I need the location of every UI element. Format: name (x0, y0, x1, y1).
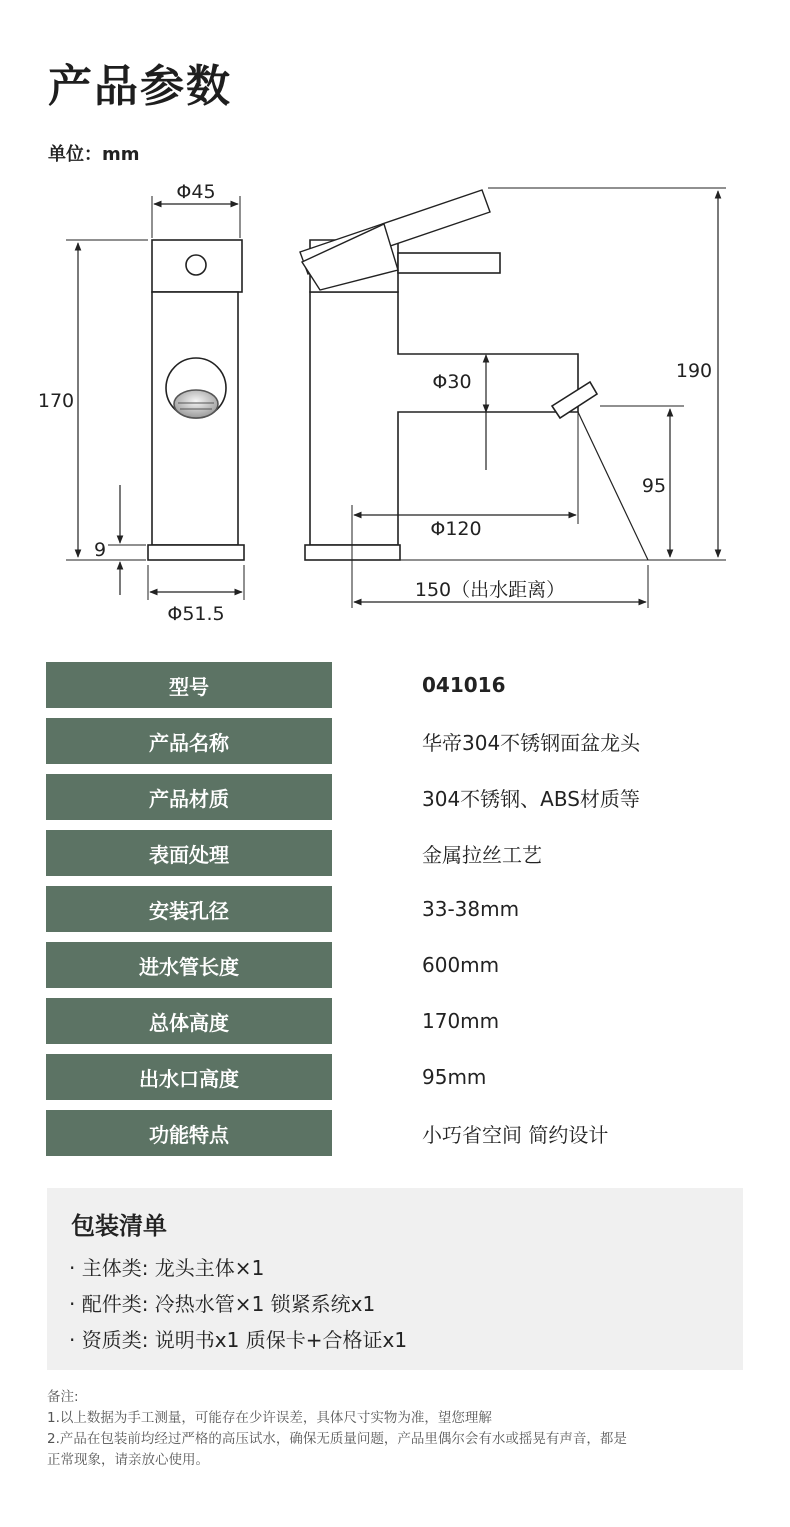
packing-item: · 资质类: 说明书x1 质保卡+合格证x1 (69, 1328, 408, 1352)
dim-handle-height: 190 (675, 360, 713, 382)
front-handle-block (152, 240, 242, 292)
faucet-dimension-diagram (0, 170, 790, 630)
dim-base-diameter: Φ51.5 (167, 603, 225, 625)
dim-total-height: 170 (37, 390, 75, 412)
spec-row-finish (46, 830, 746, 876)
dim-top-diameter: Φ45 (176, 181, 216, 203)
page-title: 产品参数 (48, 61, 232, 112)
dim-spout-length: Φ120 (430, 518, 482, 540)
spec-value: 170mm (422, 1009, 500, 1033)
spec-row-model (46, 662, 746, 708)
packing-title: 包装清单 (71, 1212, 167, 1240)
spec-table (46, 662, 746, 1166)
dim-spout-diameter: Φ30 (432, 371, 472, 393)
spec-key: 产品名称 (46, 718, 332, 764)
packing-item: · 主体类: 龙头主体×1 (69, 1256, 265, 1280)
spec-row-hose-length (46, 942, 746, 988)
notes-line: 1.以上数据为手工测量，可能存在少许误差，具体尺寸实物为准，望您理解 (47, 1410, 492, 1426)
spec-value: 33-38mm (422, 897, 520, 921)
side-lever (398, 253, 500, 273)
spec-key: 总体高度 (46, 998, 332, 1044)
spec-row-outlet-height (46, 1054, 746, 1100)
notes-line: 2.产品在包装前均经过严格的高压试水，确保无质量问题，产品里偶尔会有水或摇晃有声音，都是 (47, 1431, 627, 1447)
dim-reach: 150（出水距离） (414, 579, 566, 601)
front-base (148, 545, 244, 560)
dim-spout-height: 95 (641, 475, 667, 497)
spec-row-features (46, 1110, 746, 1156)
unit-label: 单位：mm (48, 144, 140, 165)
spec-key: 进水管长度 (46, 942, 332, 988)
spec-value: 金属拉丝工艺 (422, 842, 542, 867)
spec-row-hole-size (46, 886, 746, 932)
packing-item: · 配件类: 冷热水管×1 锁紧系统x1 (69, 1292, 376, 1316)
spec-value: 95mm (422, 1065, 487, 1089)
notes-label: 备注: (47, 1389, 79, 1405)
spec-value: 华帝304不锈钢面盆龙头 (422, 730, 641, 755)
spec-key: 安装孔径 (46, 886, 332, 932)
spec-value: 304不锈钢、ABS材质等 (422, 786, 640, 811)
spec-row-total-height (46, 998, 746, 1044)
spec-key: 出水口高度 (46, 1054, 332, 1100)
spec-row-material (46, 774, 746, 820)
packing-list (47, 1188, 743, 1370)
spec-key: 表面处理 (46, 830, 332, 876)
spec-key: 功能特点 (46, 1110, 332, 1156)
spec-value: 041016 (422, 673, 506, 697)
notes (47, 1387, 757, 1471)
spec-value: 600mm (422, 953, 500, 977)
spec-row-name (46, 718, 746, 764)
notes-line: 正常现象，请亲放心使用。 (47, 1452, 209, 1468)
spec-key: 型号 (46, 662, 332, 708)
dim-base-height: 9 (93, 539, 107, 561)
spec-key: 产品材质 (46, 774, 332, 820)
side-body (310, 292, 578, 545)
spec-value: 小巧省空间 简约设计 (422, 1122, 609, 1147)
